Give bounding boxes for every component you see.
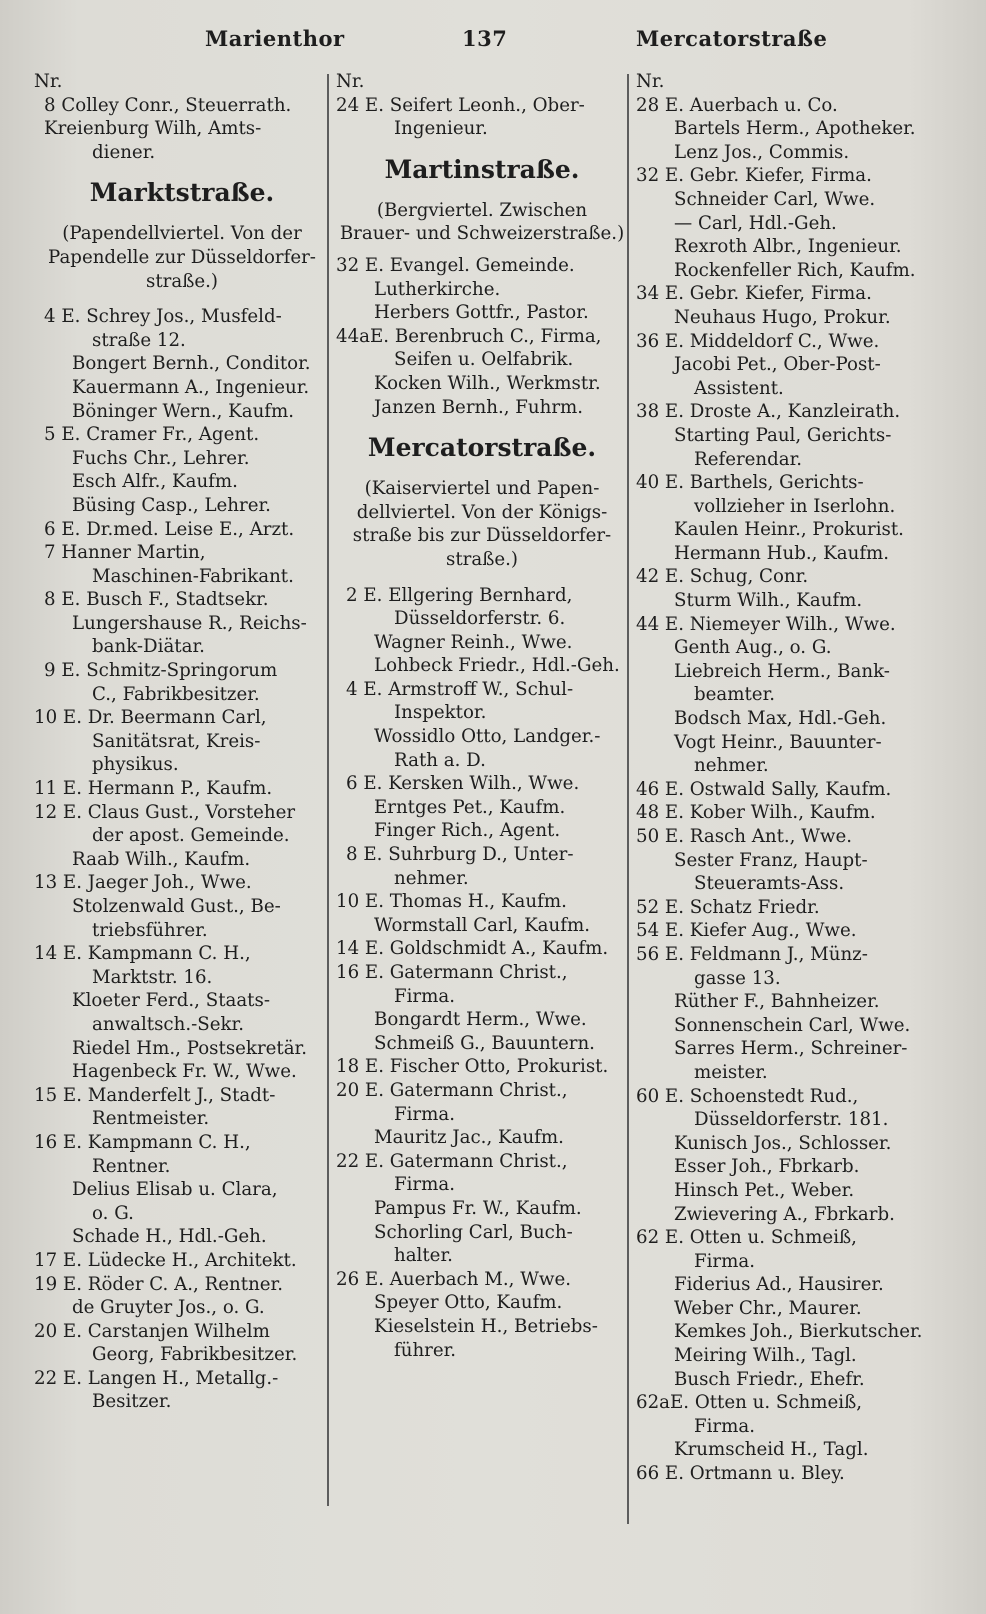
entry-line: Esser Joh., Fbrkarb. bbox=[674, 1156, 860, 1178]
entry-line: 44aE. Berenbruch C., Firma, bbox=[336, 325, 602, 347]
entry-line: 26 E. Auerbach M., Wwe. bbox=[336, 1268, 572, 1290]
entry-line: Genth Aug., o. G. bbox=[674, 637, 832, 659]
entry-line: Schmeiß G., Bauuntern. bbox=[374, 1032, 595, 1054]
street-description: straße.) bbox=[446, 548, 518, 570]
entry-line: Besitzer. bbox=[92, 1391, 172, 1413]
entry-line: 32 E. Gebr. Kiefer, Firma. bbox=[636, 165, 872, 187]
entry-line: Inspektor. bbox=[394, 702, 487, 724]
entry-line: Bongardt Herm., Wwe. bbox=[374, 1009, 587, 1031]
entry-line: Meiring Wilh., Tagl. bbox=[674, 1345, 857, 1367]
street-description: straße.) bbox=[146, 270, 218, 292]
entry-line: Liebreich Herm., Bank- bbox=[674, 660, 890, 682]
entry-line: diener. bbox=[92, 141, 156, 163]
spacer bbox=[34, 293, 330, 305]
entry-line: nehmer. bbox=[394, 867, 469, 889]
entry-line: 5 E. Cramer Fr., Agent. bbox=[44, 424, 260, 446]
entry-line: Krumscheid H., Tagl. bbox=[674, 1439, 869, 1461]
entry-line: Zwievering A., Fbrkarb. bbox=[674, 1203, 895, 1225]
entry-line: Rentner. bbox=[92, 1155, 171, 1177]
entry-line: 22 E. Gatermann Christ., bbox=[336, 1150, 568, 1172]
entry-line: Kauermann A., Ingenieur. bbox=[72, 376, 310, 398]
street-heading: Mercatorstraße. bbox=[367, 433, 597, 463]
street-heading: Martinstraße. bbox=[384, 154, 580, 184]
entry-line: halter. bbox=[394, 1245, 453, 1267]
entry-line: 60 E. Schoenstedt Rud., bbox=[636, 1085, 859, 1107]
street-description: dellviertel. Von der Königs- bbox=[356, 501, 608, 523]
entry-line: Lohbeck Friedr., Hdl.-Geh. bbox=[374, 655, 620, 677]
entry-line: Kemkes Joh., Bierkutscher. bbox=[674, 1321, 923, 1343]
entry-line: nehmer. bbox=[694, 755, 769, 777]
entry-line: 8 E. Suhrburg D., Unter- bbox=[346, 844, 574, 866]
entry-line: Weber Chr., Maurer. bbox=[674, 1297, 862, 1319]
entry-line: gasse 13. bbox=[694, 967, 781, 989]
entry-line: 14 E. Goldschmidt A., Kaufm. bbox=[336, 938, 609, 960]
entry-line: 4 E. Schrey Jos., Musfeld- bbox=[44, 306, 282, 328]
entry-line: Pampus Fr. W., Kaufm. bbox=[374, 1197, 582, 1219]
entry-line: Mauritz Jac., Kaufm. bbox=[374, 1127, 564, 1149]
entry-line: physikus. bbox=[92, 754, 179, 776]
entry-line: Lungershause R., Reichs- bbox=[72, 612, 307, 634]
entry-line: 10 E. Dr. Beermann Carl, bbox=[34, 707, 267, 729]
entry-line: Firma. bbox=[394, 985, 456, 1007]
entry-line: Böninger Wern., Kaufm. bbox=[72, 400, 295, 422]
entry-line: 44 E. Niemeyer Wilh., Wwe. bbox=[636, 613, 896, 635]
entry-line: meister. bbox=[694, 1061, 768, 1083]
entry-line: Esch Alfr., Kaufm. bbox=[72, 471, 238, 493]
entry-line: Bongert Bernh., Conditor. bbox=[72, 353, 311, 375]
entry-line: 48 E. Kober Wilh., Kaufm. bbox=[636, 802, 876, 824]
entry-line: Sester Franz, Haupt- bbox=[674, 849, 868, 871]
entry-line: Bartels Herm., Apotheker. bbox=[674, 118, 916, 140]
entry-line: Kunisch Jos., Schlosser. bbox=[674, 1132, 892, 1154]
entry-line: 46 E. Ostwald Sally, Kaufm. bbox=[636, 778, 892, 800]
entry-line: Referendar. bbox=[694, 448, 803, 470]
entry-line: Sarres Herm., Schreiner- bbox=[674, 1038, 908, 1060]
entry-line: Schade H., Hdl.-Geh. bbox=[72, 1226, 267, 1248]
entry-line: Vogt Heinr., Bauunter- bbox=[674, 731, 882, 753]
entry-line: Nr. bbox=[336, 71, 365, 92]
spacer bbox=[336, 246, 628, 254]
entry-line: — Carl, Hdl.-Geh. bbox=[674, 212, 837, 234]
entry-line: Firma. bbox=[694, 1250, 756, 1272]
entry-line: Rentmeister. bbox=[92, 1108, 210, 1130]
entry-line: Büsing Casp., Lehrer. bbox=[72, 494, 271, 516]
entry-line: 6 E. Dr.med. Leise E., Arzt. bbox=[44, 518, 295, 540]
entry-line: 32 E. Evangel. Gemeinde. bbox=[336, 254, 575, 276]
entry-line: Delius Elisab u. Clara, bbox=[72, 1179, 278, 1201]
entry-line: 66 E. Ortmann u. Bley. bbox=[636, 1463, 845, 1485]
entry-line: Kreienburg Wilh, Amts- bbox=[44, 118, 262, 140]
entry-line: o. G. bbox=[92, 1202, 134, 1224]
entry-line: Nr. bbox=[636, 71, 665, 92]
entry-line: 8 Colley Conr., Steuerrath. bbox=[44, 94, 292, 116]
entry-line: 11 E. Hermann P., Kaufm. bbox=[34, 778, 273, 800]
entry-line: Lutherkirche. bbox=[374, 278, 501, 300]
entry-line: 62aE. Otten u. Schmeiß, bbox=[636, 1392, 863, 1414]
entry-line: Wagner Reinh., Wwe. bbox=[374, 631, 573, 653]
entry-line: triebsführer. bbox=[92, 919, 208, 941]
entry-line: 2 E. Ellgering Bernhard, bbox=[346, 584, 573, 606]
entry-line: 14 E. Kampmann C. H., bbox=[34, 943, 251, 965]
entry-line: Ingenieur. bbox=[394, 118, 488, 140]
entry-line: 16 E. Gatermann Christ., bbox=[336, 962, 568, 983]
column-left bbox=[34, 70, 330, 1414]
entry-line: Kloeter Ferd., Staats- bbox=[72, 990, 270, 1012]
entry-line: Herbers Gottfr., Pastor. bbox=[374, 302, 589, 324]
entry-line: vollzieher in Iserlohn. bbox=[694, 495, 896, 517]
entry-line: 28 E. Auerbach u. Co. bbox=[636, 94, 838, 116]
entry-line: 13 E. Jaeger Joh., Wwe. bbox=[34, 872, 252, 894]
entry-line: 34 E. Gebr. Kiefer, Firma. bbox=[636, 283, 872, 305]
entry-line: Rockenfeller Rich, Kaufm. bbox=[674, 259, 916, 281]
entry-line: Rath a. D. bbox=[394, 749, 486, 771]
entry-line: Düsseldorferstr. 181. bbox=[694, 1109, 889, 1131]
entry-line: beamter. bbox=[694, 684, 776, 706]
entry-line: Speyer Otto, Kaufm. bbox=[374, 1292, 563, 1314]
entry-line: Kaulen Heinr., Prokurist. bbox=[674, 519, 904, 541]
entry-line: anwaltsch.-Sekr. bbox=[92, 1013, 244, 1035]
entry-line: Assistent. bbox=[694, 377, 784, 399]
entry-line: Nr. bbox=[34, 71, 63, 92]
entry-line: bank-Diätar. bbox=[92, 636, 205, 658]
entry-line: Firma. bbox=[394, 1174, 456, 1196]
entry-line: 15 E. Manderfelt J., Stadt- bbox=[34, 1084, 276, 1106]
entry-line: 9 E. Schmitz-Springorum bbox=[44, 660, 278, 682]
entry-line: Georg, Fabrikbesitzer. bbox=[92, 1344, 298, 1366]
entry-line: Maschinen-Fabrikant. bbox=[92, 565, 294, 587]
entry-line: Schorling Carl, Buch- bbox=[374, 1221, 573, 1243]
entry-line: 54 E. Kiefer Aug., Wwe. bbox=[636, 920, 857, 942]
street-description: (Kaiserviertel und Papen- bbox=[364, 478, 600, 500]
entry-line: Neuhaus Hugo, Prokur. bbox=[674, 306, 891, 328]
entry-line: Finger Rich., Agent. bbox=[374, 820, 561, 842]
entry-line: Schneider Carl, Wwe. bbox=[674, 188, 876, 210]
entry-line: 18 E. Fischer Otto, Prokurist. bbox=[336, 1056, 609, 1078]
entry-line: Fiderius Ad., Hausirer. bbox=[674, 1274, 884, 1296]
entry-line: 62 E. Otten u. Schmeiß, bbox=[636, 1227, 857, 1249]
entry-line: 6 E. Kersken Wilh., Wwe. bbox=[346, 773, 580, 795]
entry-line: Hagenbeck Fr. W., Wwe. bbox=[72, 1061, 297, 1083]
street-description: (Bergviertel. Zwischen bbox=[376, 199, 588, 221]
entry-line: Hinsch Pet., Weber. bbox=[674, 1179, 855, 1201]
entry-line: Raab Wilh., Kaufm. bbox=[72, 848, 251, 870]
entry-line: Hermann Hub., Kaufm. bbox=[674, 542, 890, 564]
entry-line: 4 E. Armstroff W., Schul- bbox=[346, 678, 574, 700]
entry-line: 7 Hanner Martin, bbox=[44, 542, 206, 564]
entry-line: Lenz Jos., Commis. bbox=[674, 141, 850, 163]
header-left: Marienthor bbox=[205, 26, 345, 51]
street-description: (Papendellviertel. Von der bbox=[62, 223, 302, 245]
entry-line: Wormstall Carl, Kaufm. bbox=[374, 914, 590, 936]
street-heading: Marktstraße. bbox=[89, 178, 275, 208]
page-number: 137 bbox=[462, 26, 508, 51]
street-description: Papendelle zur Düsseldorfer- bbox=[48, 246, 316, 268]
entry-line: Riedel Hm., Postsekretär. bbox=[72, 1037, 308, 1059]
entry-line: straße 12. bbox=[92, 329, 186, 351]
entry-line: Erntges Pet., Kaufm. bbox=[374, 796, 566, 818]
entry-line: 22 E. Langen H., Metallg.- bbox=[34, 1367, 279, 1389]
entry-line: führer. bbox=[394, 1339, 457, 1361]
entry-line: Bodsch Max, Hdl.-Geh. bbox=[674, 708, 887, 730]
entry-line: Sanitätsrat, Kreis- bbox=[92, 730, 261, 752]
entry-line: Jacobi Pet., Ober-Post- bbox=[674, 354, 881, 376]
entry-line: 10 E. Thomas H., Kaufm. bbox=[336, 891, 567, 913]
entry-line: 52 E. Schatz Friedr. bbox=[636, 896, 820, 918]
entry-line: 50 E. Rasch Ant., Wwe. bbox=[636, 826, 853, 847]
header-right: Mercatorstraße bbox=[636, 26, 828, 51]
entry-line: 20 E. Carstanjen Wilhelm bbox=[34, 1320, 270, 1342]
spacer bbox=[336, 572, 628, 584]
entry-line: C., Fabrikbesitzer. bbox=[92, 683, 260, 705]
entry-line: 19 E. Röder C. A., Rentner. bbox=[34, 1273, 284, 1295]
entry-line: Kieselstein H., Betriebs- bbox=[374, 1315, 598, 1337]
entry-line: Firma. bbox=[694, 1415, 756, 1437]
entry-line: 17 E. Lüdecke H., Architekt. bbox=[34, 1249, 297, 1271]
entry-line: der apost. Gemeinde. bbox=[92, 825, 290, 847]
entry-line: Wossidlo Otto, Landger.- bbox=[374, 726, 601, 748]
entry-line: Fuchs Chr., Lehrer. bbox=[72, 447, 250, 469]
entry-line: Firma. bbox=[394, 1103, 456, 1125]
entry-line: Sturm Wilh., Kaufm. bbox=[674, 590, 863, 612]
entry-line: Stolzenwald Gust., Be- bbox=[72, 896, 281, 917]
entry-line: 36 E. Middeldorf C., Wwe. bbox=[636, 330, 880, 352]
street-description: Brauer- und Schweizerstraße.) bbox=[339, 223, 625, 245]
running-header bbox=[0, 26, 986, 56]
entry-line: de Gruyter Jos., o. G. bbox=[72, 1297, 265, 1319]
entry-line: 24 E. Seifert Leonh., Ober- bbox=[336, 94, 585, 116]
entry-line: Janzen Bernh., Fuhrm. bbox=[374, 396, 584, 418]
column-middle bbox=[336, 70, 628, 1362]
entry-line: Seifen u. Oelfabrik. bbox=[394, 349, 574, 371]
entry-line: 8 E. Busch F., Stadtsekr. bbox=[44, 589, 269, 611]
entry-line: Düsseldorferstr. 6. bbox=[394, 608, 566, 630]
entry-line: 20 E. Gatermann Christ., bbox=[336, 1079, 568, 1101]
entry-line: Kocken Wilh., Werkmstr. bbox=[374, 372, 601, 394]
entry-line: 56 E. Feldmann J., Münz- bbox=[636, 943, 868, 965]
entry-line: Marktstr. 16. bbox=[92, 966, 213, 988]
entry-line: 40 E. Barthels, Gerichts- bbox=[636, 472, 864, 494]
entry-line: Rexroth Albr., Ingenieur. bbox=[674, 236, 902, 258]
column-right bbox=[636, 70, 934, 1486]
entry-line: Rüther F., Bahnheizer. bbox=[674, 991, 880, 1013]
entry-line: 38 E. Droste A., Kanzleirath. bbox=[636, 401, 901, 423]
entry-line: Busch Friedr., Ehefr. bbox=[674, 1368, 865, 1390]
entry-line: 12 E. Claus Gust., Vorsteher bbox=[34, 801, 296, 823]
entry-line: 42 E. Schug, Conr. bbox=[636, 566, 809, 588]
street-description: straße bis zur Düsseldorfer- bbox=[352, 525, 612, 547]
entry-line: 16 E. Kampmann C. H., bbox=[34, 1131, 251, 1153]
entry-line: Steueramts-Ass. bbox=[694, 873, 845, 895]
entry-line: Sonnenschein Carl, Wwe. bbox=[674, 1014, 911, 1036]
entry-line: Starting Paul, Gerichts- bbox=[674, 424, 892, 446]
